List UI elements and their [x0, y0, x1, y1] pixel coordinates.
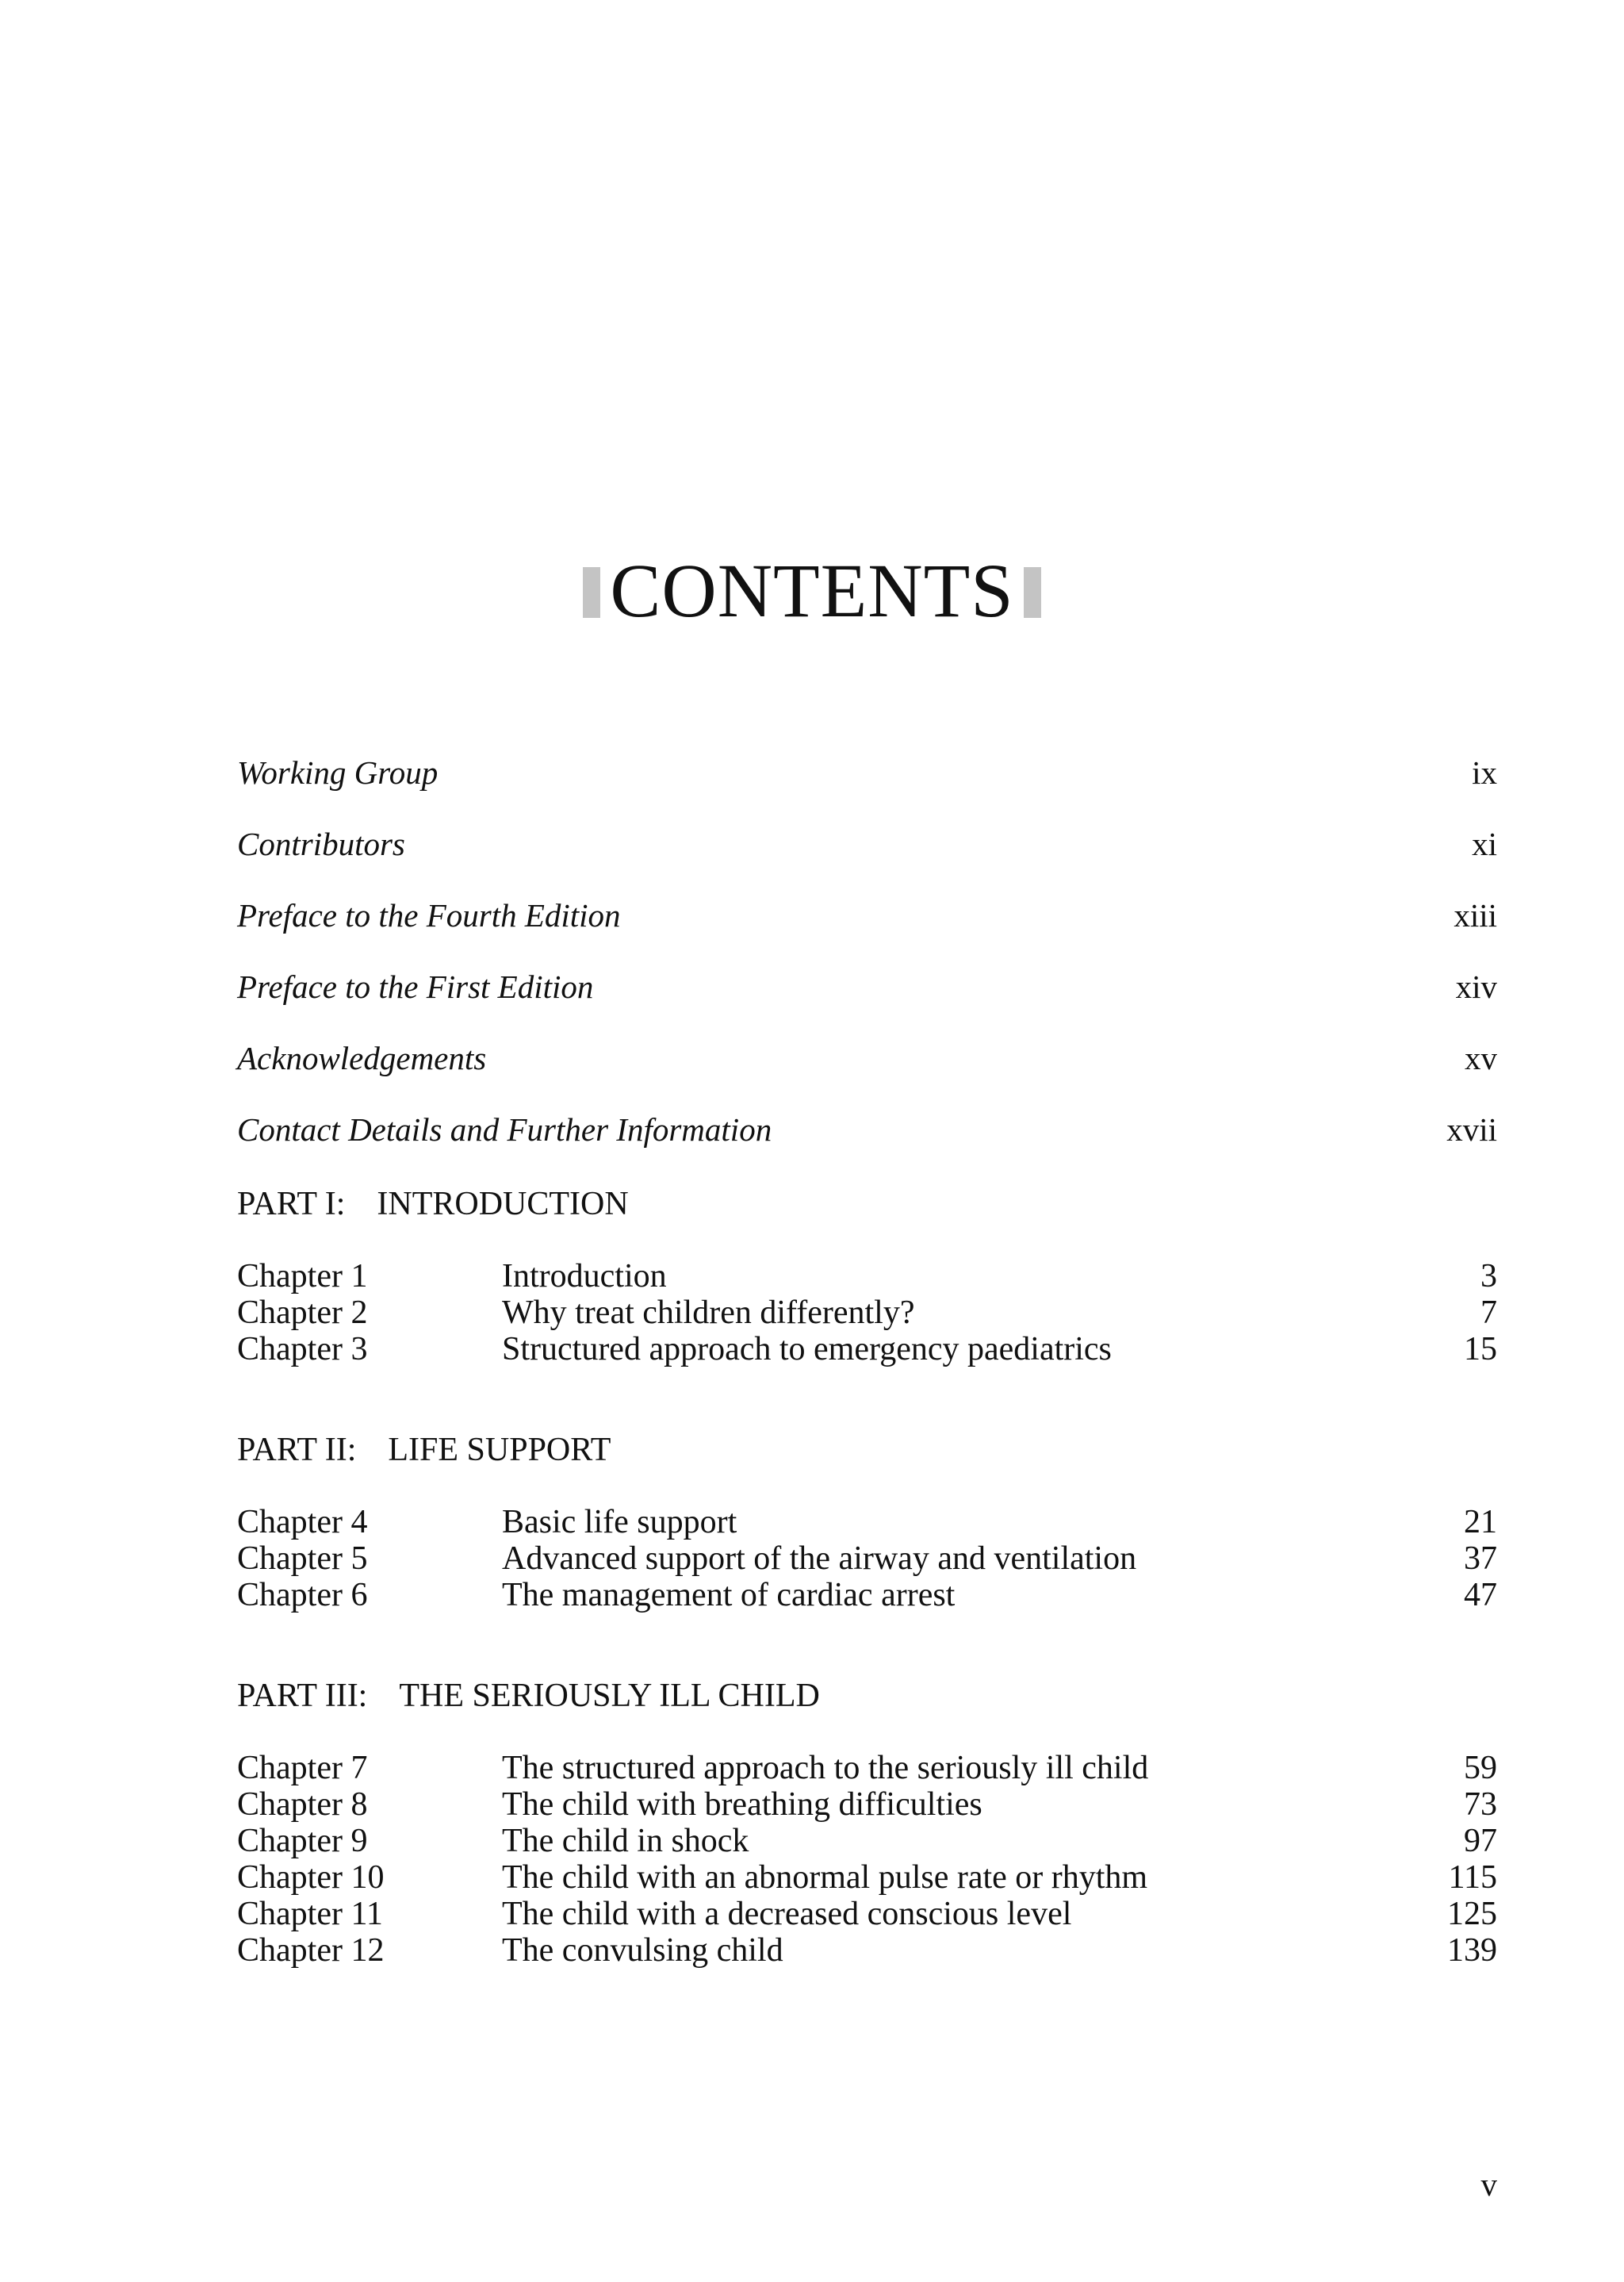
- title-bar-left: [583, 567, 600, 618]
- part-heading: [237, 1433, 611, 1467]
- front-matter-entry[interactable]: [237, 1039, 1497, 1087]
- chapter-title: The child with breathing difficulties: [502, 1786, 982, 1823]
- chapter-number: Chapter 8: [237, 1786, 368, 1823]
- chapter-entry[interactable]: [237, 1296, 1497, 1334]
- front-matter-page: xvii: [1446, 1111, 1497, 1148]
- chapter-page: 125: [1447, 1896, 1497, 1932]
- chapter-entry[interactable]: [237, 1260, 1497, 1298]
- part-heading: [237, 1187, 629, 1221]
- front-matter-page: ix: [1472, 754, 1497, 791]
- chapter-page: 21: [1464, 1504, 1497, 1540]
- chapter-number: Chapter 11: [237, 1896, 383, 1932]
- chapter-title: The management of cardiac arrest: [502, 1577, 956, 1613]
- front-matter-label: Preface to the Fourth Edition: [237, 897, 621, 934]
- chapter-entry[interactable]: [237, 1505, 1497, 1544]
- front-matter-page: xi: [1472, 826, 1497, 862]
- chapter-title: The structured approach to the seriously ill child: [502, 1750, 1149, 1786]
- chapter-entry[interactable]: [237, 1542, 1497, 1580]
- part-title: LIFE SUPPORT: [388, 1432, 611, 1468]
- chapter-title: Structured approach to emergency paediatrics: [502, 1331, 1112, 1367]
- chapter-page: 115: [1448, 1859, 1497, 1896]
- chapter-title: The child with a decreased conscious level: [502, 1896, 1072, 1932]
- chapter-title: Basic life support: [502, 1504, 737, 1540]
- chapter-entry[interactable]: [237, 1824, 1497, 1862]
- chapter-number: Chapter 2: [237, 1294, 368, 1331]
- front-matter-label: Acknowledgements: [237, 1040, 487, 1076]
- front-matter-label: Preface to the First Edition: [237, 968, 594, 1005]
- chapter-entry[interactable]: [237, 1578, 1497, 1617]
- chapter-page: 37: [1464, 1540, 1497, 1577]
- chapter-number: Chapter 3: [237, 1331, 368, 1367]
- part-number: PART III:: [237, 1678, 368, 1714]
- chapter-title: Why treat children differently?: [502, 1294, 915, 1331]
- chapter-page: 73: [1464, 1786, 1497, 1823]
- chapter-page: 47: [1464, 1577, 1497, 1613]
- chapter-entry[interactable]: [237, 1333, 1497, 1371]
- part-title: THE SERIOUSLY ILL CHILD: [399, 1678, 820, 1714]
- front-matter-page: xiii: [1454, 897, 1497, 934]
- chapter-page: 97: [1464, 1823, 1497, 1859]
- page-title-block: [0, 547, 1624, 635]
- chapter-page: 59: [1464, 1750, 1497, 1786]
- part-number: PART II:: [237, 1432, 357, 1468]
- front-matter-entry[interactable]: [237, 825, 1497, 873]
- title-bar-right: [1024, 567, 1041, 618]
- chapter-page: 3: [1480, 1258, 1497, 1294]
- chapter-number: Chapter 9: [237, 1823, 368, 1859]
- chapter-title: The convulsing child: [502, 1932, 783, 1969]
- chapter-entry[interactable]: [237, 1861, 1497, 1899]
- chapter-number: Chapter 1: [237, 1258, 368, 1294]
- part-title: INTRODUCTION: [377, 1186, 629, 1222]
- front-matter-label: Contributors: [237, 826, 405, 862]
- front-matter-page: xv: [1465, 1040, 1497, 1076]
- chapter-page: 139: [1447, 1932, 1497, 1969]
- chapter-page: 7: [1480, 1294, 1497, 1331]
- chapter-entry[interactable]: [237, 1751, 1497, 1789]
- front-matter-entry[interactable]: [237, 968, 1497, 1015]
- chapter-number: Chapter 12: [237, 1932, 385, 1969]
- chapter-number: Chapter 4: [237, 1504, 368, 1540]
- chapter-title: The child in shock: [502, 1823, 749, 1859]
- front-matter-label: Contact Details and Further Information: [237, 1111, 772, 1148]
- chapter-title: The child with an abnormal pulse rate or rhythm: [502, 1859, 1148, 1896]
- chapter-title: Advanced support of the airway and ventilation: [502, 1540, 1137, 1577]
- front-matter-entry[interactable]: [237, 1110, 1497, 1158]
- chapter-page: 15: [1464, 1331, 1497, 1367]
- chapter-title: Introduction: [502, 1258, 667, 1294]
- front-matter-page: xiv: [1455, 968, 1497, 1005]
- front-matter-label: Working Group: [237, 754, 439, 791]
- page-number: v: [1480, 2166, 1497, 2203]
- front-matter-entry[interactable]: [237, 754, 1497, 801]
- chapter-number: Chapter 7: [237, 1750, 368, 1786]
- part-number: PART I:: [237, 1186, 346, 1222]
- page-title: CONTENTS: [610, 548, 1014, 633]
- chapter-number: Chapter 10: [237, 1859, 385, 1896]
- chapter-number: Chapter 5: [237, 1540, 368, 1577]
- chapter-number: Chapter 6: [237, 1577, 368, 1613]
- chapter-entry[interactable]: [237, 1934, 1497, 1972]
- front-matter-entry[interactable]: [237, 896, 1497, 944]
- chapter-entry[interactable]: [237, 1897, 1497, 1935]
- part-heading: [237, 1679, 820, 1712]
- chapter-entry[interactable]: [237, 1788, 1497, 1826]
